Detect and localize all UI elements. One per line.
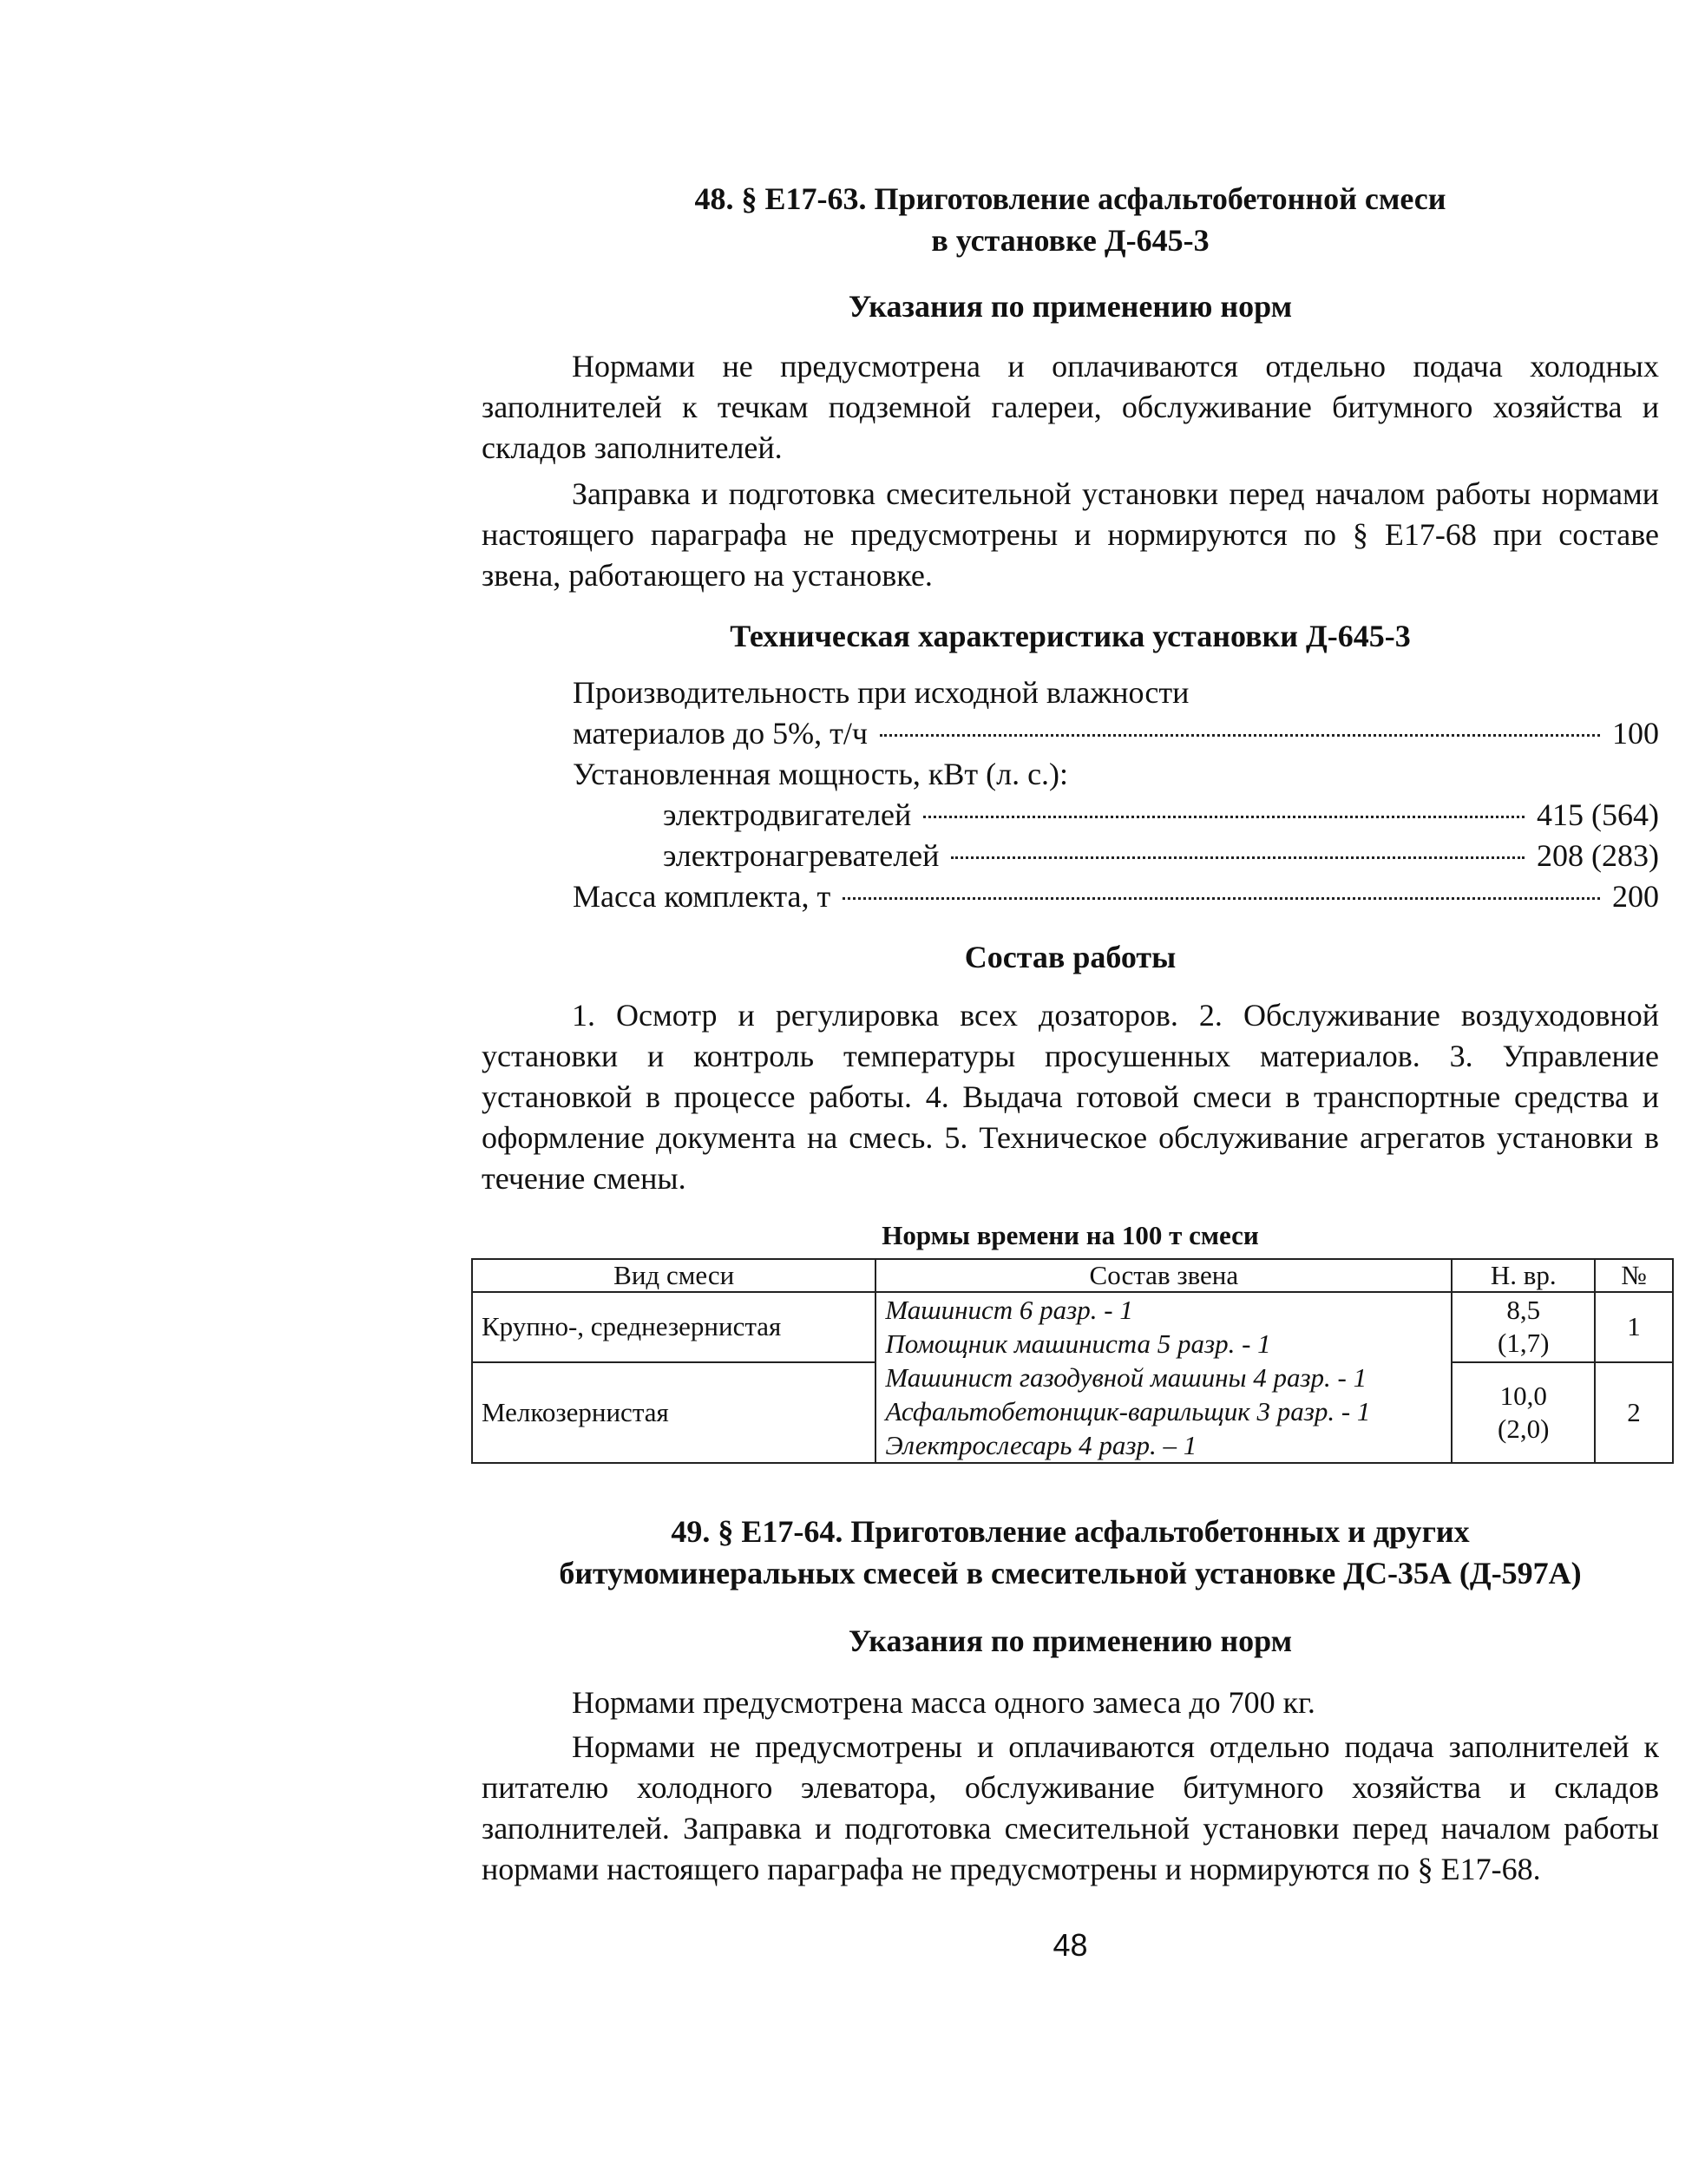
row-2-hvr-sub: (2,0) bbox=[1498, 1413, 1550, 1444]
header-hvr: Н. вр. bbox=[1452, 1259, 1595, 1292]
section-48-title-line2: в установке Д-645-3 bbox=[931, 223, 1210, 258]
leader-dots bbox=[951, 856, 1525, 859]
crew-member: Помощник машиниста 5 разр. - 1 bbox=[885, 1328, 1271, 1359]
section-49-paragraph-2: Нормами не предусмотрены и оплачиваются отдельно подача заполнителей к питателю холодного элеватора, обслуживание битумного хозяйства и складов заполнителей. Заправка и подготовка смесительной установки перед началом работы нормами настоящего параграфа не предусмотрены и нормируются по § Е17-68. bbox=[482, 1729, 1659, 1886]
table-row bbox=[472, 1292, 1673, 1362]
crew-member: Электрослесарь 4 разр. – 1 bbox=[885, 1430, 1197, 1460]
spec-motors-label: электродвигателей bbox=[663, 797, 912, 832]
section-48-norms-paragraph-2: Заправка и подготовка смесительной установки перед началом работы нормами настоящего параграфа не предусмотрены и нормируются по § Е17-68 при составе звена, работающего на установке. bbox=[482, 476, 1659, 593]
row-1-hvr-sub: (1,7) bbox=[1498, 1328, 1550, 1359]
row-1-hvr bbox=[1452, 1292, 1595, 1362]
spec-productivity-label: материалов до 5%, т/ч bbox=[573, 716, 868, 751]
row-1-vid: Крупно-, среднезернистая bbox=[472, 1292, 875, 1362]
spec-productivity-row bbox=[573, 713, 1659, 754]
norms-table-caption: Нормы времени на 100 т смеси bbox=[882, 1220, 1259, 1250]
row-2-hvr bbox=[1452, 1362, 1595, 1463]
spec-motors-row bbox=[573, 795, 1659, 836]
section-49-paragraph-1: Нормами предусмотрена масса одного замеса до 700 кг. bbox=[572, 1685, 1315, 1720]
spec-list bbox=[573, 672, 1659, 917]
spec-mass-label: Масса комплекта, т bbox=[573, 879, 831, 914]
spec-heaters-row bbox=[573, 836, 1659, 876]
header-vid: Вид смеси bbox=[472, 1259, 875, 1292]
table-header-row bbox=[472, 1259, 1673, 1292]
crew-composition-cell bbox=[875, 1292, 1452, 1463]
spec-heaters-label: электронагревателей bbox=[663, 838, 940, 873]
row-1-num: 1 bbox=[1595, 1292, 1673, 1362]
row-2-hvr-value: 10,0 bbox=[1499, 1380, 1547, 1411]
header-num: № bbox=[1595, 1259, 1673, 1292]
crew-member: Машинист газодувной машины 4 разр. - 1 bbox=[885, 1362, 1367, 1393]
document-page bbox=[482, 178, 1659, 1966]
crew-member: Машинист 6 разр. - 1 bbox=[885, 1295, 1133, 1325]
section-48-title-line1: 48. § Е17-63. Приготовление асфальтобетонной смеси bbox=[694, 181, 1446, 216]
section-49-norms-heading: Указания по применению норм bbox=[848, 1623, 1293, 1658]
leader-dots bbox=[843, 897, 1600, 900]
section-48-work-heading: Состав работы bbox=[964, 940, 1177, 974]
row-2-num: 2 bbox=[1595, 1362, 1673, 1463]
leader-dots bbox=[923, 816, 1525, 818]
section-48-spec-heading: Техническая характеристика установки Д-645-3 bbox=[730, 619, 1411, 653]
spec-mass-value: 200 bbox=[1612, 879, 1659, 914]
header-sostav: Состав звена bbox=[875, 1259, 1452, 1292]
section-48-norms-paragraph-1: Нормами не предусмотрена и оплачиваются отдельно подача холодных заполнителей к течкам подземной галереи, обслуживание битумного хозяйства и складов заполнителей. bbox=[482, 349, 1659, 465]
page-number: 48 bbox=[1053, 1927, 1088, 1963]
crew-member: Асфальтобетонщик-варильщик 3 разр. - 1 bbox=[885, 1396, 1371, 1426]
section-48-work-text: 1. Осмотр и регулировка всех дозаторов. 2. Обслуживание воздуходовной установки и контроль температуры просушенных материалов. 3. Управление установкой в процессе работы. 4. Выдача готовой смеси в транспортные средства и оформление документа на смесь. 5. Техническое обслуживание агрегатов установки в течение смены. bbox=[482, 998, 1659, 1196]
spec-productivity-line1: Производительность при исходной влажности bbox=[573, 675, 1190, 710]
spec-heaters-value: 208 (283) bbox=[1537, 838, 1659, 873]
section-49-title-line1: 49. § Е17-64. Приготовление асфальтобетонных и других bbox=[671, 1514, 1470, 1549]
section-48-norms-heading: Указания по применению норм bbox=[848, 289, 1293, 324]
leader-dots bbox=[880, 734, 1600, 737]
norms-table bbox=[471, 1258, 1674, 1464]
section-49-title-line2: битумоминеральных смесей в смесительной установке ДС-35А (Д-597А) bbox=[559, 1556, 1582, 1590]
row-2-vid: Мелкозернистая bbox=[472, 1362, 875, 1463]
row-1-hvr-value: 8,5 bbox=[1506, 1295, 1541, 1326]
spec-productivity-value: 100 bbox=[1612, 716, 1659, 751]
spec-motors-value: 415 (564) bbox=[1537, 797, 1659, 832]
spec-mass-row bbox=[573, 876, 1659, 917]
spec-power-label: Установленная мощность, кВт (л. с.): bbox=[573, 757, 1069, 791]
